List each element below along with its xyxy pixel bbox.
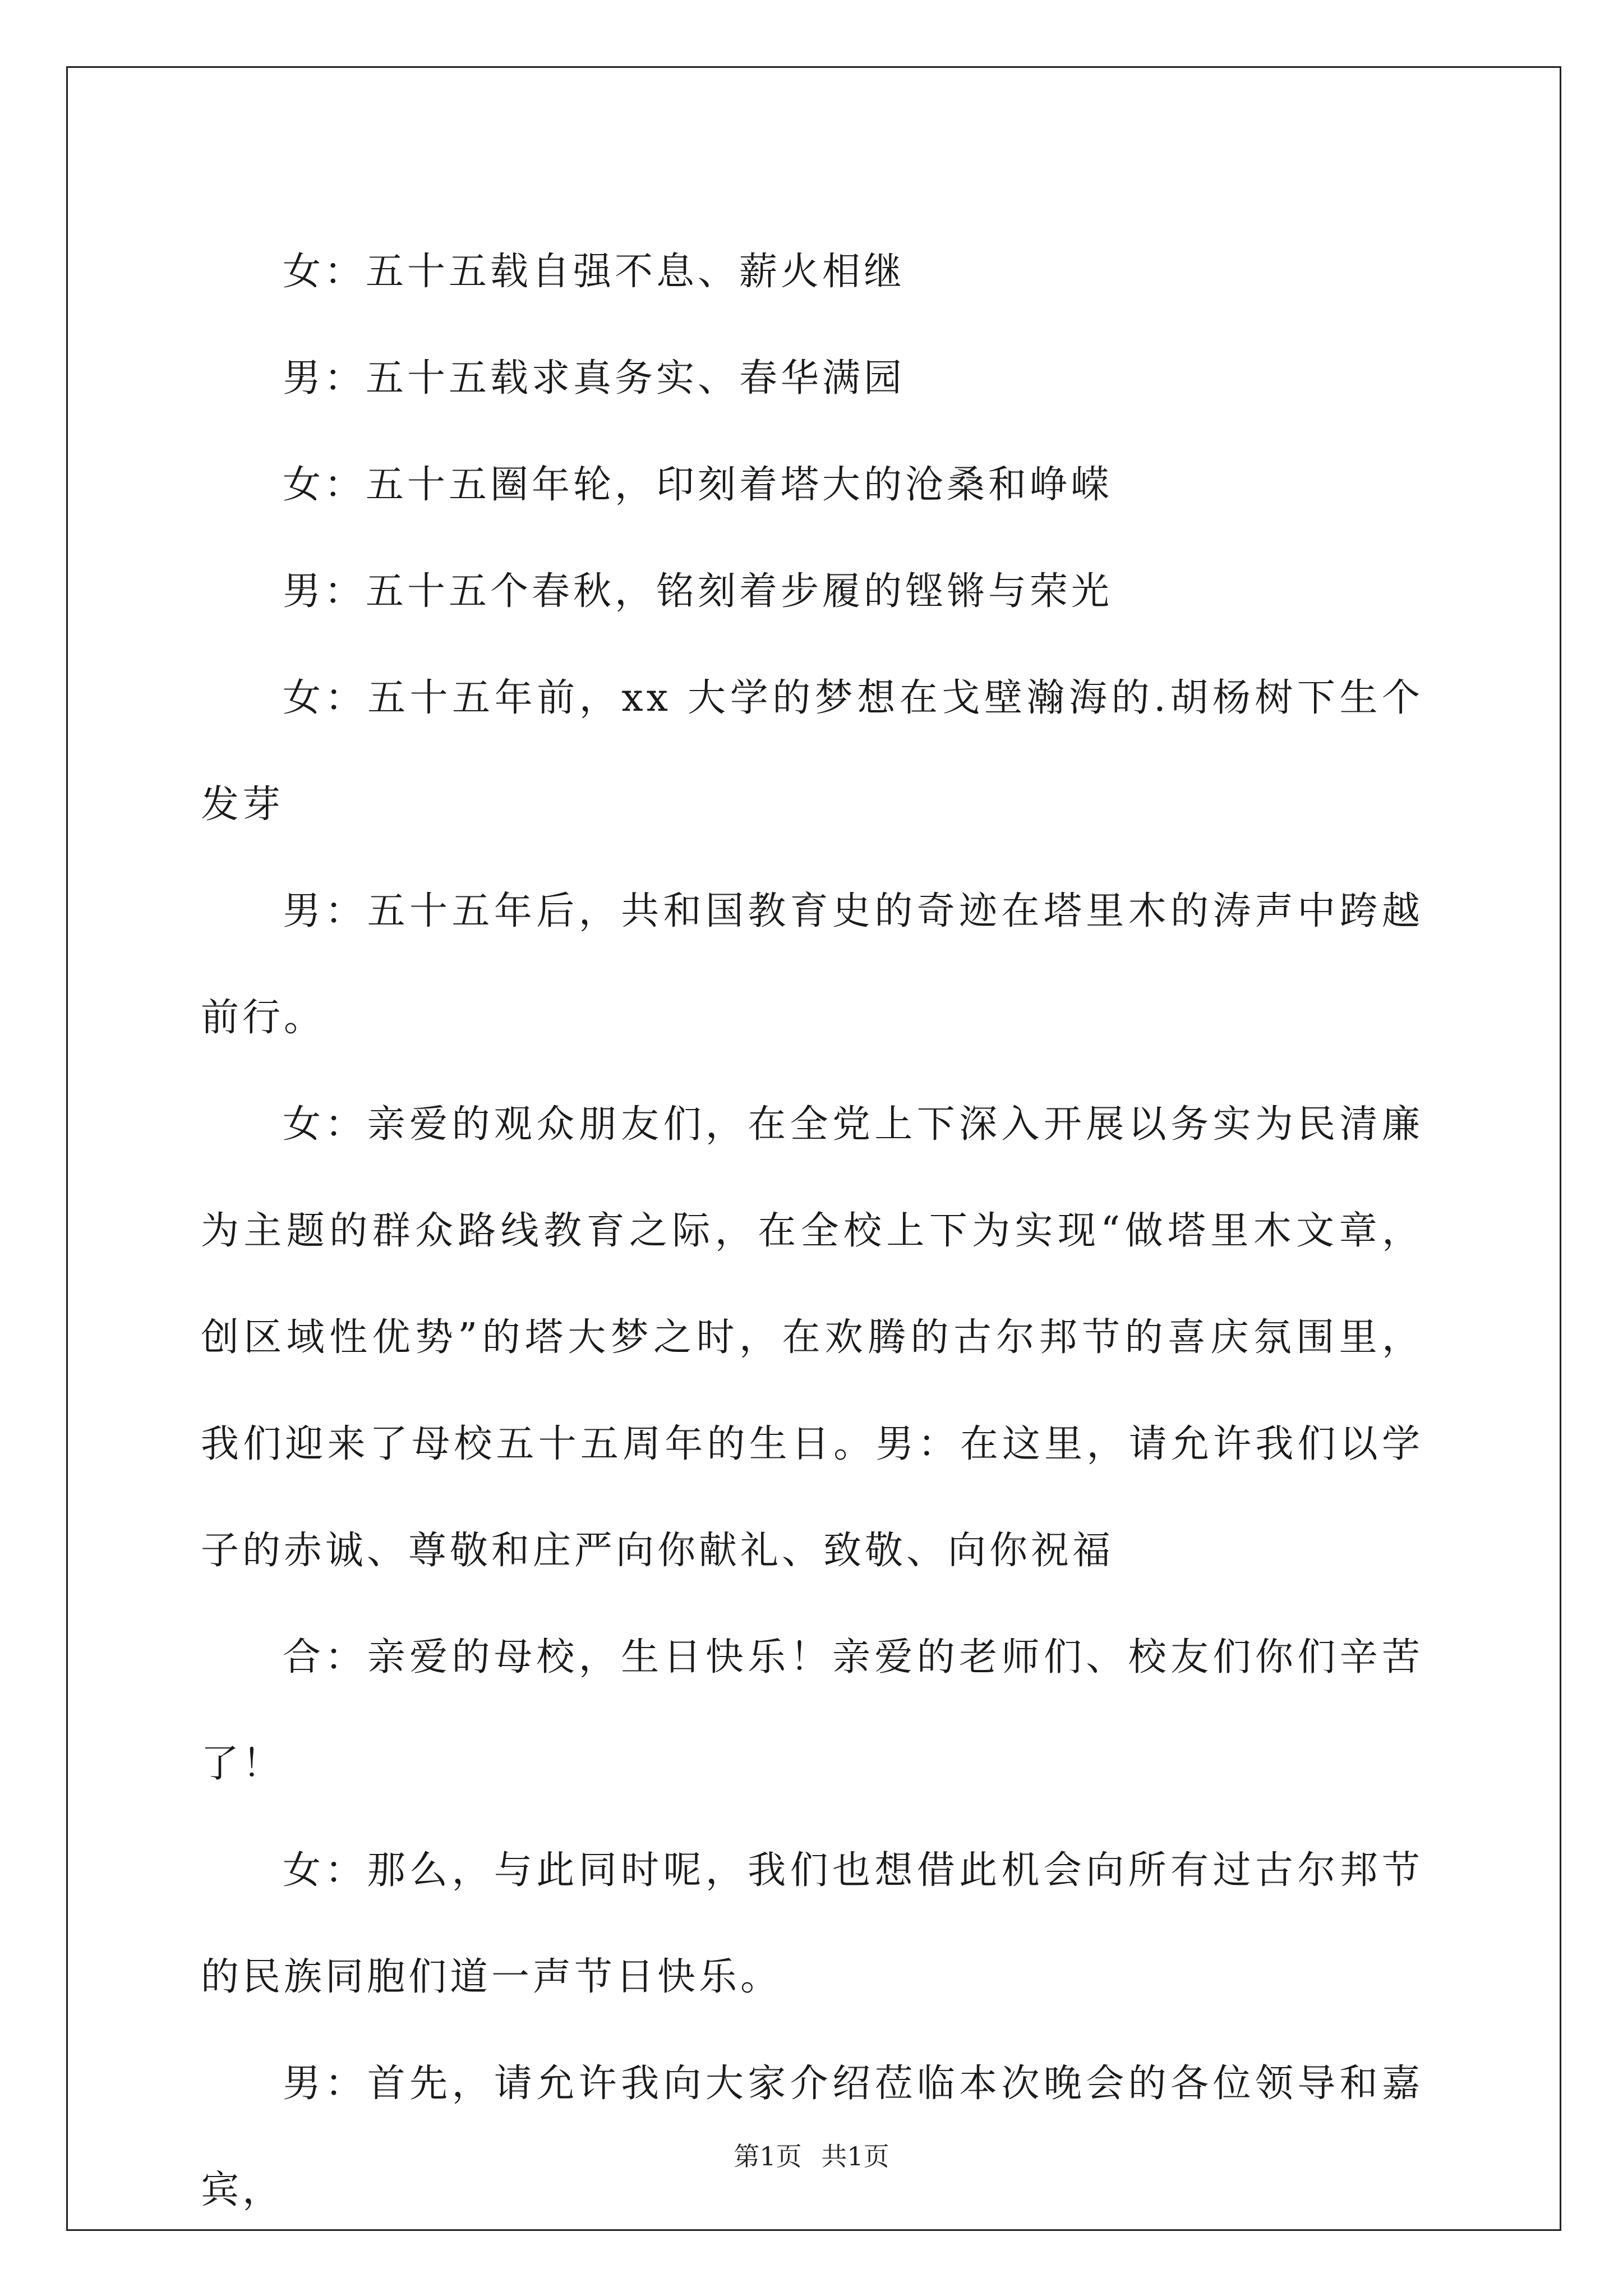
page-footer: [0, 2136, 1623, 2173]
paragraph: 女：五十五年前，xx 大学的梦想在戈壁瀚海的.胡杨树下生个发芽: [201, 676, 1423, 827]
paragraph: 男：首先，请允许我向大家介绍莅临本次晚会的各位领导和嘉宾，: [201, 2062, 1423, 2212]
page-total: 共1页: [821, 2141, 889, 2171]
page-number: 第1页: [734, 2141, 802, 2171]
paragraph: 男：五十五个春秋，铭刻着步履的铿锵与荣光: [283, 569, 1113, 614]
paragraph: 女：亲爱的观众朋友们，在全党上下深入开展以务实为民清廉为主题的群众路线教育之际，在全校上下为实现“做塔里木文章，创区域性优势”的塔大梦之时，在欢腾的古尔邦节的喜庆氛围里，我们迎来了母校五十五周年的生日。男：在这里，请允许我们以学子的赤诚、尊敬和庄严向你献礼、致敬、向你祝福: [201, 1102, 1423, 1573]
document-body: [201, 219, 1423, 2244]
paragraph: 男：五十五年后，共和国教育史的奇迹在塔里木的涛声中跨越前行。: [201, 889, 1423, 1040]
paragraph: 女：五十五载自强不息、薪火相继: [283, 250, 906, 294]
paragraph: 男：五十五载求真务实、春华满园: [283, 356, 906, 401]
paragraph: 合：亲爱的母校，生日快乐！亲爱的老师们、校友们你们辛苦了！: [201, 1635, 1423, 1786]
paragraph: 女：五十五圈年轮，印刻着塔大的沧桑和峥嵘: [283, 463, 1113, 507]
paragraph: 女：那么，与此同时呢，我们也想借此机会向所有过古尔邦节的民族同胞们道一声节日快乐。: [201, 1848, 1423, 1999]
